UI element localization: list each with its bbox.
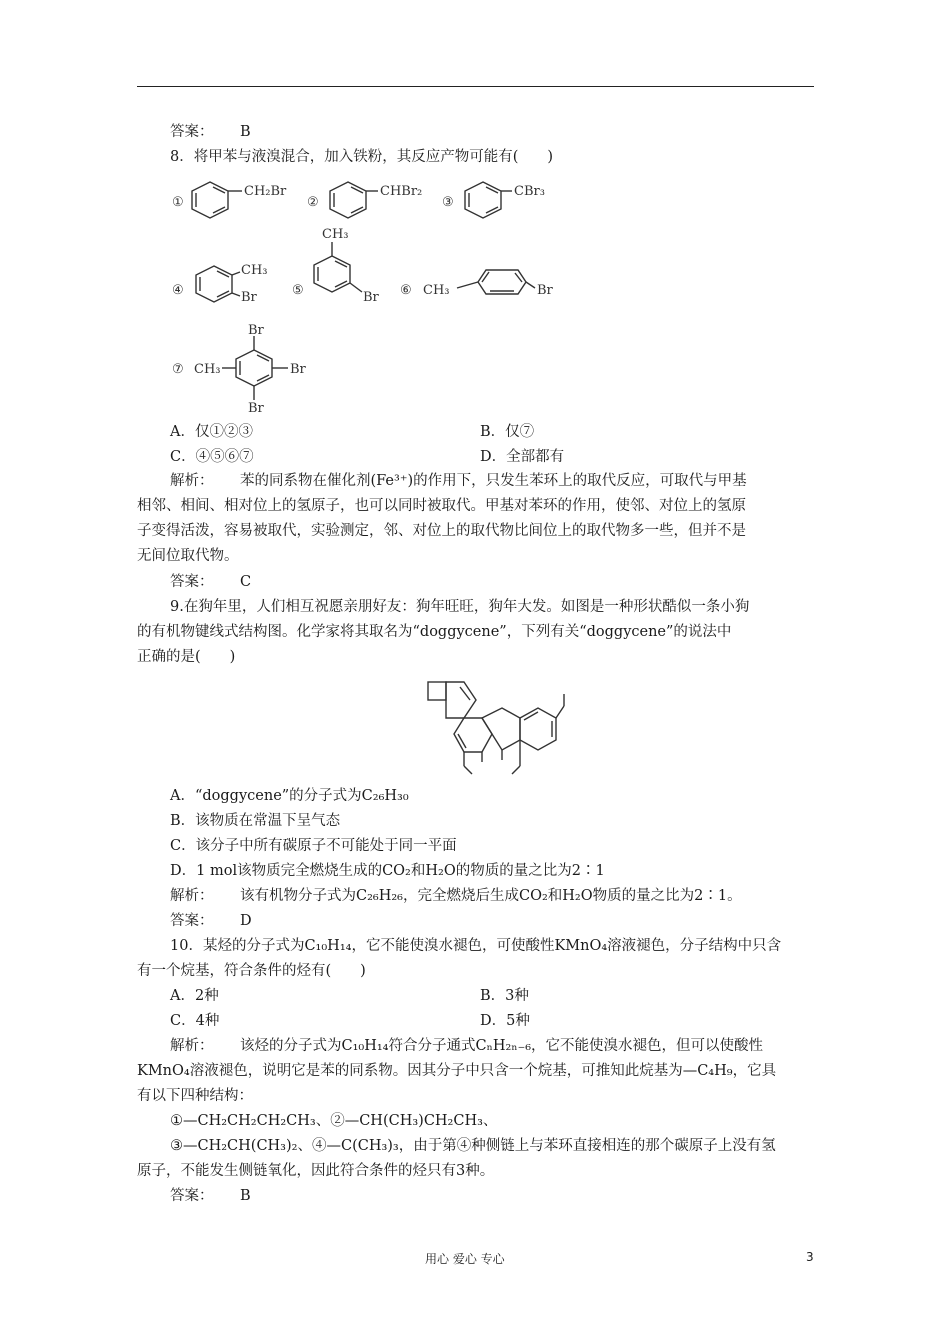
q10-analysis-line-6: 原子，不能发生侧链氧化，因此符合条件的烃只有3种。 [137, 1163, 495, 1179]
q10-option-b: B．3种 [480, 988, 529, 1004]
q8-stem: 8．将甲苯与液溴混合，加入铁粉，其反应产物可能有( ) [170, 149, 554, 165]
structure-3-group: CBr₃ [514, 184, 545, 199]
structure-7-bromo-top: Br [248, 323, 264, 338]
q9-analysis: 解析： 该有机物分子式为C₂₆H₂₆，完全燃烧后生成CO₂和H₂O物质的量之比为2∶1。 [170, 888, 742, 904]
structure-2-group: CHBr₂ [380, 184, 423, 199]
q9-stem-line-2: 的有机物键线式结构图。化学家将其取名为“doggycene”，下列有关“doggycene”的说法中 [137, 624, 732, 640]
structure-label-5: ⑤ [292, 283, 304, 298]
q10-analysis-line-3: 有以下四种结构： [137, 1088, 253, 1104]
q8-answer: 答案： C [170, 574, 252, 590]
q9-option-c: C．该分子中所有碳原子不可能处于同一平面 [170, 838, 457, 854]
q8-option-b: B．仅⑦ [480, 424, 535, 440]
structure-label-4: ④ [172, 283, 184, 298]
structure-5-methyl: CH₃ [322, 227, 349, 242]
q9-stem-line-3: 正确的是( ) [137, 649, 236, 665]
structure-5-bromo: Br [363, 290, 379, 305]
q9-option-b: B．该物质在常温下呈气态 [170, 813, 341, 829]
doggycene-structure [420, 670, 570, 782]
header-rule [137, 86, 814, 87]
q8-option-d: D．全部都有 [480, 449, 565, 465]
structure-7-bromo-bottom: Br [248, 401, 264, 416]
structure-label-7: ⑦ [172, 362, 184, 377]
q8-option-a: A．仅①②③ [170, 424, 253, 440]
page-number: 3 [806, 1250, 814, 1264]
q10-answer: 答案： B [170, 1188, 251, 1204]
structure-label-6: ⑥ [400, 283, 412, 298]
q10-option-a: A．2种 [170, 988, 219, 1004]
q8-option-c: C．④⑤⑥⑦ [170, 449, 254, 465]
structure-7-bromo-right: Br [290, 362, 306, 377]
q8-analysis-line-4: 无间位取代物。 [137, 548, 239, 564]
q9-stem-line-1: 9.在狗年里，人们相互祝愿亲朋好友：狗年旺旺，狗年大发。如图是一种形状酷似一条小狗 [170, 599, 750, 615]
structure-6-bromo: Br [537, 283, 553, 298]
q10-option-d: D．5种 [480, 1013, 530, 1029]
q10-option-c: C．4种 [170, 1013, 220, 1029]
structure-1-group: CH₂Br [244, 184, 287, 199]
structure-7-methyl: CH₃ [194, 362, 221, 377]
structure-label-1: ① [172, 195, 184, 210]
structure-label-2: ② [307, 195, 319, 210]
structure-label-3: ③ [442, 195, 454, 210]
q10-stem-line-2: 有一个烷基，符合条件的烃有( ) [137, 963, 366, 979]
q10-analysis-line-4: ①—CH₂CH₂CH₂CH₃、②—CH(CH₃)CH₂CH₃、 [170, 1113, 498, 1129]
q10-analysis-line-5: ③—CH₂CH(CH₃)₂、④—C(CH₃)₃，由于第④种侧链上与苯环直接相连的那个碳原子上没有氢 [170, 1138, 776, 1154]
q10-analysis-line-1: 解析： 该烃的分子式为C₁₀H₁₄符合分子通式CₙH₂ₙ₋₆，它不能使溴水褪色，但可以使酸性 [170, 1038, 764, 1054]
q8-structures [160, 170, 580, 420]
q10-stem-line-1: 10．某烃的分子式为C₁₀H₁₄，它不能使溴水褪色，可使酸性KMnO₄溶液褪色，分子结构中只含 [170, 938, 782, 954]
q8-analysis-line-3: 子变得活泼，容易被取代，实验测定，邻、对位上的取代物比间位上的取代物多一些，但并不是 [137, 523, 746, 539]
q9-answer: 答案： D [170, 913, 252, 929]
q8-analysis-line-1: 解析： 苯的同系物在催化剂(Fe³⁺)的作用下，只发生苯环上的取代反应，可取代与甲基 [170, 473, 747, 489]
structure-4-bromo: Br [241, 290, 257, 305]
q8-analysis-line-2: 相邻、相间、相对位上的氢原子，也可以同时被取代。甲基对苯环的作用，使邻、对位上的氢原 [137, 498, 746, 514]
footer-slogan: 用心 爱心 专心 [425, 1252, 505, 1266]
structure-4-methyl: CH₃ [241, 263, 268, 278]
q7-answer: 答案： B [170, 124, 251, 140]
q9-option-d: D．1 mol该物质完全燃烧生成的CO₂和H₂O的物质的量之比为2∶1 [170, 863, 605, 879]
q9-option-a: A．“doggycene”的分子式为C₂₆H₃₀ [170, 788, 409, 804]
q10-analysis-line-2: KMnO₄溶液褪色，说明它是苯的同系物。因其分子中只含一个烷基，可推知此烷基为—C₄H₉，它具 [137, 1063, 777, 1079]
structure-6-methyl: CH₃ [423, 283, 450, 298]
